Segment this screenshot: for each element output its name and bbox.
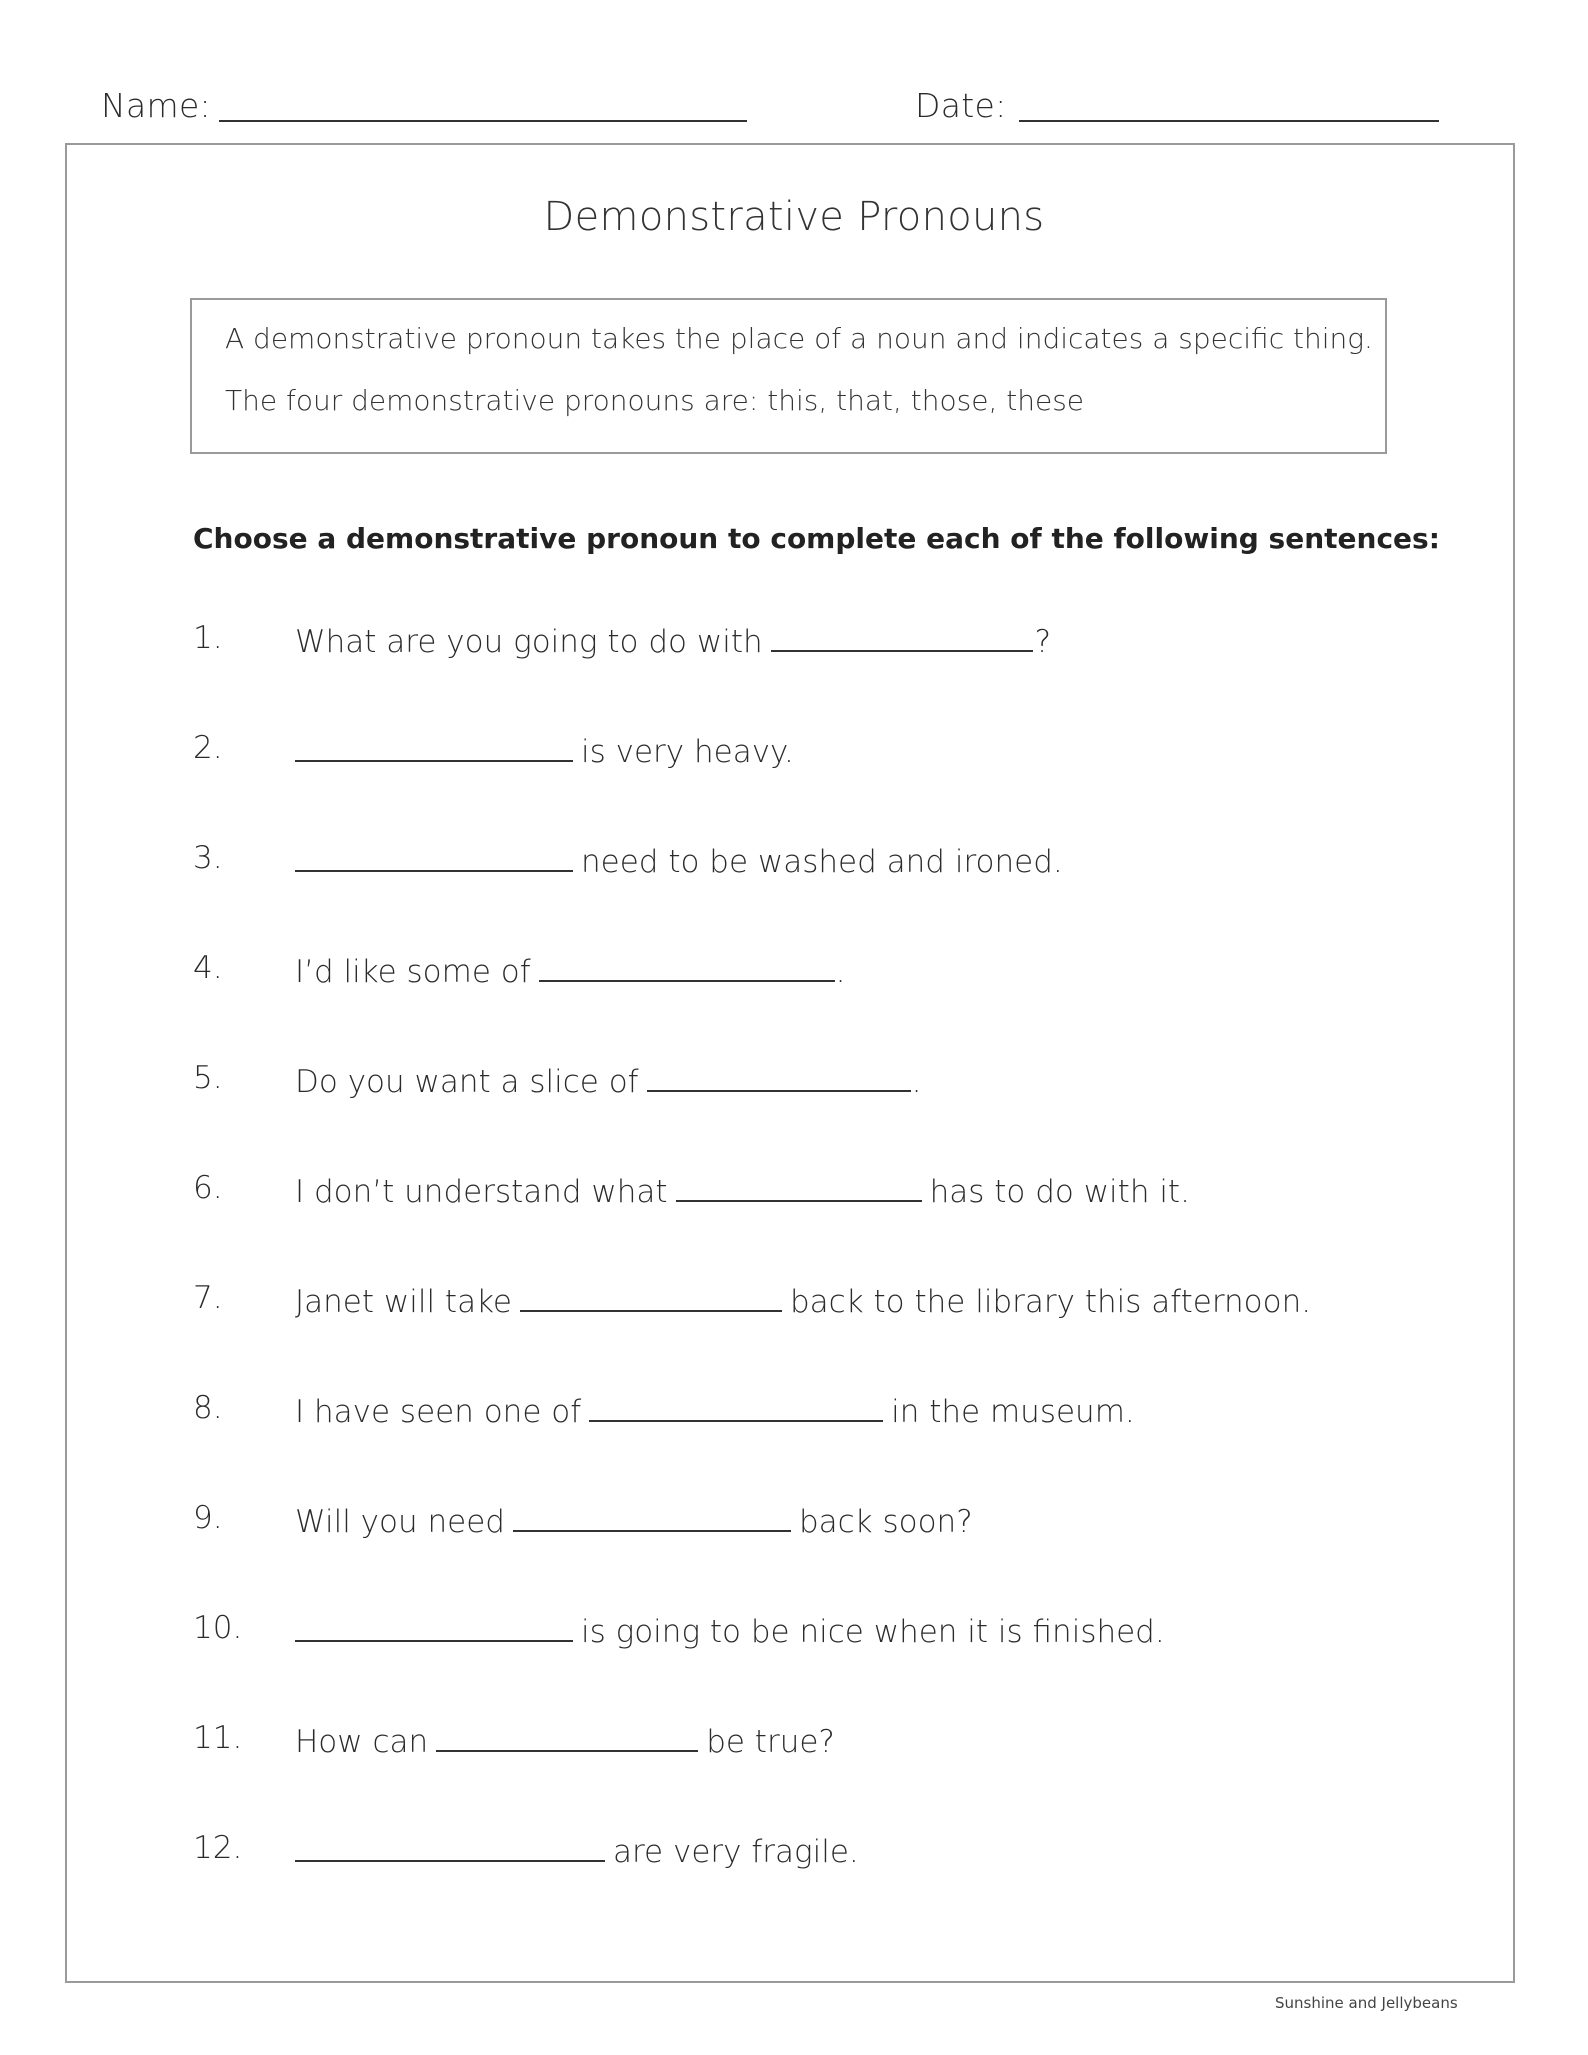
question-text-after: be true? — [706, 1724, 835, 1760]
question-4 — [193, 950, 1393, 994]
answer-blank[interactable] — [647, 1060, 911, 1092]
question-text-after: is going to be nice when it is finished. — [581, 1614, 1165, 1650]
definition-text: A demonstrative pronoun takes the place of a noun and indicates a specific thing. — [225, 322, 1373, 355]
question-number: 10. — [193, 1610, 243, 1646]
name-label: Name: — [101, 86, 211, 125]
question-text-before: Will you need — [295, 1504, 505, 1540]
answer-blank[interactable] — [589, 1390, 883, 1422]
pronoun-list-text: The four demonstrative pronouns are: this, that, those, these — [225, 384, 1085, 417]
question-9 — [193, 1500, 1393, 1544]
question-text-before: Do you want a slice of — [295, 1064, 639, 1100]
question-text-before: I’d like some of — [295, 954, 531, 990]
question-6 — [193, 1170, 1393, 1214]
question-text-after: . — [835, 954, 846, 990]
question-7 — [193, 1280, 1393, 1324]
question-number: 2. — [193, 730, 223, 766]
date-field[interactable] — [1019, 120, 1439, 122]
question-text-after: has to do with it. — [929, 1174, 1190, 1210]
answer-blank[interactable] — [771, 620, 1033, 652]
question-text-after: back to the library this afternoon. — [790, 1284, 1312, 1320]
question-number: 4. — [193, 950, 223, 986]
question-number: 7. — [193, 1280, 223, 1316]
answer-blank[interactable] — [295, 730, 573, 762]
question-text-after: are very fragile. — [613, 1834, 859, 1870]
question-text-after: is very heavy. — [581, 734, 794, 770]
answer-blank[interactable] — [436, 1720, 698, 1752]
question-8 — [193, 1390, 1393, 1434]
answer-blank[interactable] — [676, 1170, 922, 1202]
question-number: 9. — [193, 1500, 223, 1536]
question-text-after: ? — [1034, 624, 1052, 660]
question-number: 11. — [193, 1720, 243, 1756]
question-5 — [193, 1060, 1393, 1104]
question-3 — [193, 840, 1393, 884]
question-text-after: need to be washed and ironed. — [581, 844, 1063, 880]
question-1 — [193, 620, 1393, 664]
question-text-after: . — [911, 1064, 922, 1100]
answer-blank[interactable] — [295, 1830, 605, 1862]
question-number: 8. — [193, 1390, 223, 1426]
question-number: 12. — [193, 1830, 243, 1866]
question-text-before: How can — [295, 1724, 429, 1760]
question-text-after: in the museum. — [891, 1394, 1135, 1430]
answer-blank[interactable] — [295, 1610, 573, 1642]
question-number: 6. — [193, 1170, 223, 1206]
question-number: 3. — [193, 840, 223, 876]
question-text-before: I have seen one of — [295, 1394, 582, 1430]
question-text-before: What are you going to do with — [295, 624, 763, 660]
question-12 — [193, 1830, 1393, 1874]
page-title: Demonstrative Pronouns — [543, 194, 1045, 240]
answer-blank[interactable] — [539, 950, 835, 982]
question-number: 1. — [193, 620, 223, 656]
question-text-after: back soon? — [798, 1504, 973, 1540]
answer-blank[interactable] — [295, 840, 573, 872]
instructions: Choose a demonstrative pronoun to complete each of the following sentences: — [193, 522, 1440, 555]
answer-blank[interactable] — [513, 1500, 791, 1532]
question-10 — [193, 1610, 1393, 1654]
question-number: 5. — [193, 1060, 223, 1096]
question-text-before: I don’t understand what — [295, 1174, 668, 1210]
header-row — [101, 86, 1441, 130]
definition-box — [190, 298, 1387, 454]
question-2 — [193, 730, 1393, 774]
name-field[interactable] — [219, 120, 747, 122]
answer-blank[interactable] — [520, 1280, 782, 1312]
date-label: Date: — [915, 86, 1007, 125]
question-11 — [193, 1720, 1393, 1764]
credit-text: Sunshine and Jellybeans — [1275, 1994, 1458, 2012]
question-text-before: Janet will take — [295, 1284, 512, 1320]
